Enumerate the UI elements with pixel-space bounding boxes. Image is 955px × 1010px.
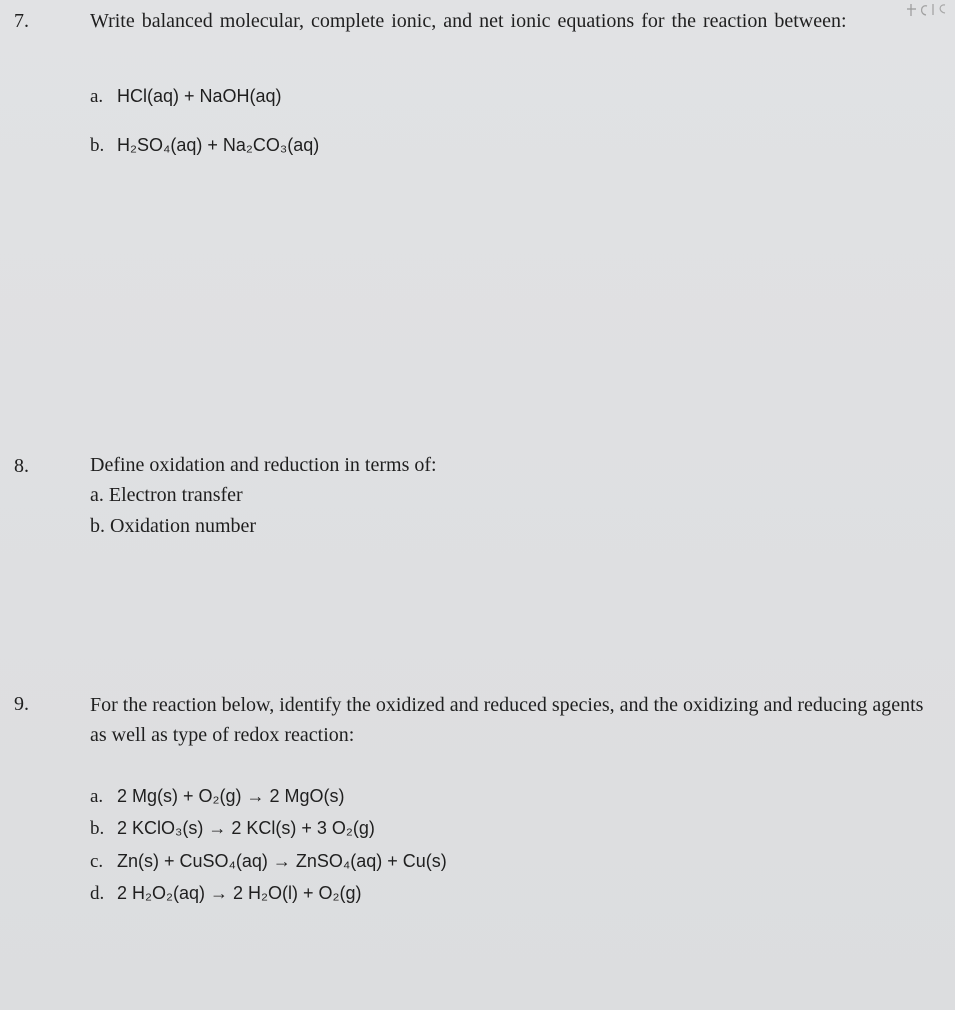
item-letter: a. bbox=[90, 484, 104, 506]
item-equation: H₂SO₄(aq) + Na₂CO₃(aq) bbox=[117, 135, 320, 155]
question-item bbox=[90, 86, 282, 108]
item-letter: b. bbox=[90, 515, 105, 537]
question-item bbox=[90, 515, 256, 538]
question-text: Define oxidation and reduction in terms of: bbox=[90, 454, 437, 476]
item-equation: 2 KClO₃(s) → 2 KCl(s) + 3 O₂(g) bbox=[117, 818, 375, 838]
item-letter: b. bbox=[90, 135, 105, 156]
question-text: For the reaction below, identify the oxidized and reduced species, and the oxidizing and reducing agents as well as type of redox reaction: bbox=[90, 694, 924, 746]
question-item bbox=[90, 818, 375, 840]
item-equation: HCl(aq) + NaOH(aq) bbox=[117, 86, 282, 106]
question-number: 8. bbox=[14, 455, 29, 477]
item-text: Electron transfer bbox=[108, 484, 243, 506]
item-equation: 2 H₂O₂(aq) → 2 H₂O(l) + O₂(g) bbox=[117, 883, 362, 903]
question-number: 7. bbox=[14, 10, 29, 32]
item-equation: Zn(s) + CuSO₄(aq) → ZnSO₄(aq) + Cu(s) bbox=[117, 851, 447, 871]
item-equation: 2 Mg(s) + O₂(g) → 2 MgO(s) bbox=[117, 786, 345, 806]
item-letter: c. bbox=[90, 851, 104, 872]
question-number: 9. bbox=[14, 693, 29, 715]
item-letter: a. bbox=[90, 86, 104, 107]
item-letter: d. bbox=[90, 883, 105, 904]
item-letter: a. bbox=[90, 786, 104, 807]
question-item bbox=[90, 135, 319, 157]
item-letter: b. bbox=[90, 818, 105, 839]
item-text: Oxidation number bbox=[110, 515, 257, 537]
question-text: Write balanced molecular, complete ionic, and net ionic equations for the reaction between: bbox=[90, 10, 847, 32]
question-item bbox=[90, 484, 243, 507]
question-item bbox=[90, 851, 447, 873]
question-item bbox=[90, 883, 362, 905]
question-item bbox=[90, 786, 345, 808]
